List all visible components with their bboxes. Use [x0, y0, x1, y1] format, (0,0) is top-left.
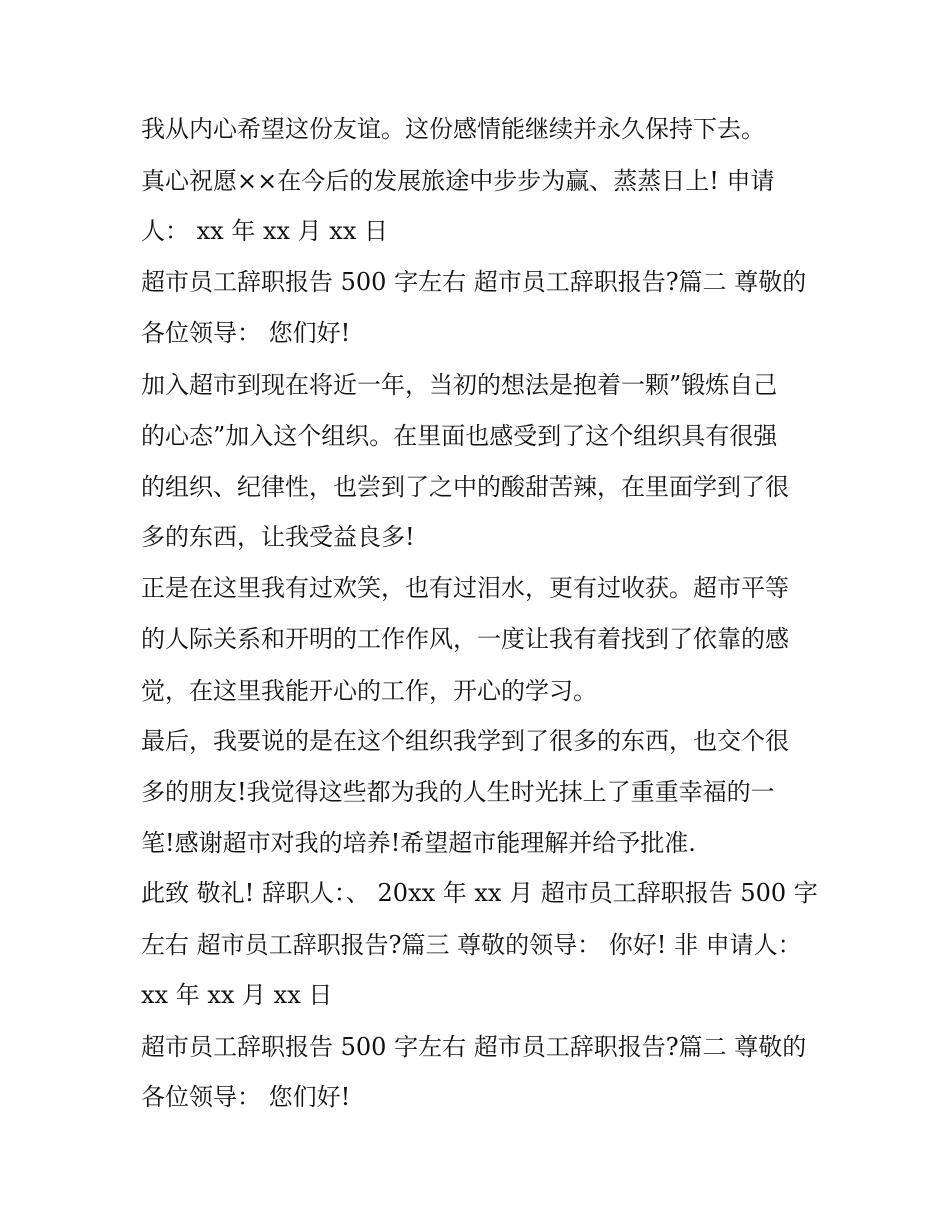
text-line: 人： xx 年 xx 月 xx 日: [141, 217, 388, 245]
text-line: 我从内心希望这份友谊。这份感情能继续并永久保持下去。: [141, 115, 765, 143]
text-line: 笔!感谢超市对我的培养!希望超市能理解并给予批准.: [141, 829, 696, 857]
text-line: 多的东西，让我受益良多!: [141, 523, 415, 551]
text-line: 超市员工辞职报告 500 字左右 超市员工辞职报告?篇二 尊敬的: [141, 1033, 807, 1061]
text-line: xx 年 xx 月 xx 日: [141, 981, 333, 1009]
text-line: 真心祝愿××在今后的发展旅途中步步为赢、蒸蒸日上! 申请: [141, 167, 775, 195]
text-line: 正是在这里我有过欢笑，也有过泪水，更有过收获。超市平等: [141, 574, 789, 602]
text-line: 最后，我要说的是在这个组织我学到了很多的东西，也交个很: [141, 727, 789, 755]
text-line: 此致 敬礼! 辞职人：、 20xx 年 xx 月 超市员工辞职报告 500 字: [141, 879, 818, 907]
text-line: 的组织、纪律性，也尝到了之中的酸甜苦辣，在里面学到了很: [141, 473, 789, 501]
text-line: 的人际关系和开明的工作作风，一度让我有着找到了依靠的感: [141, 625, 789, 653]
text-line: 各位领导： 您们好!: [141, 1083, 351, 1111]
text-line: 左右 超市员工辞职报告?篇三 尊敬的领导： 你好! 非 申请人：: [141, 931, 802, 959]
text-line: 加入超市到现在将近一年，当初的想法是抱着一颗”锻炼自己: [141, 371, 778, 399]
text-line: 各位领导： 您们好!: [141, 319, 351, 347]
text-line: 觉，在这里我能开心的工作，开心的学习。: [141, 677, 597, 705]
text-line: 的心态”加入这个组织。在里面也感受到了这个组织具有很强: [141, 422, 778, 450]
text-line: 多的朋友!我觉得这些都为我的人生时光抹上了重重幸福的一: [141, 778, 775, 806]
text-line: 超市员工辞职报告 500 字左右 超市员工辞职报告?篇二 尊敬的: [141, 268, 807, 296]
